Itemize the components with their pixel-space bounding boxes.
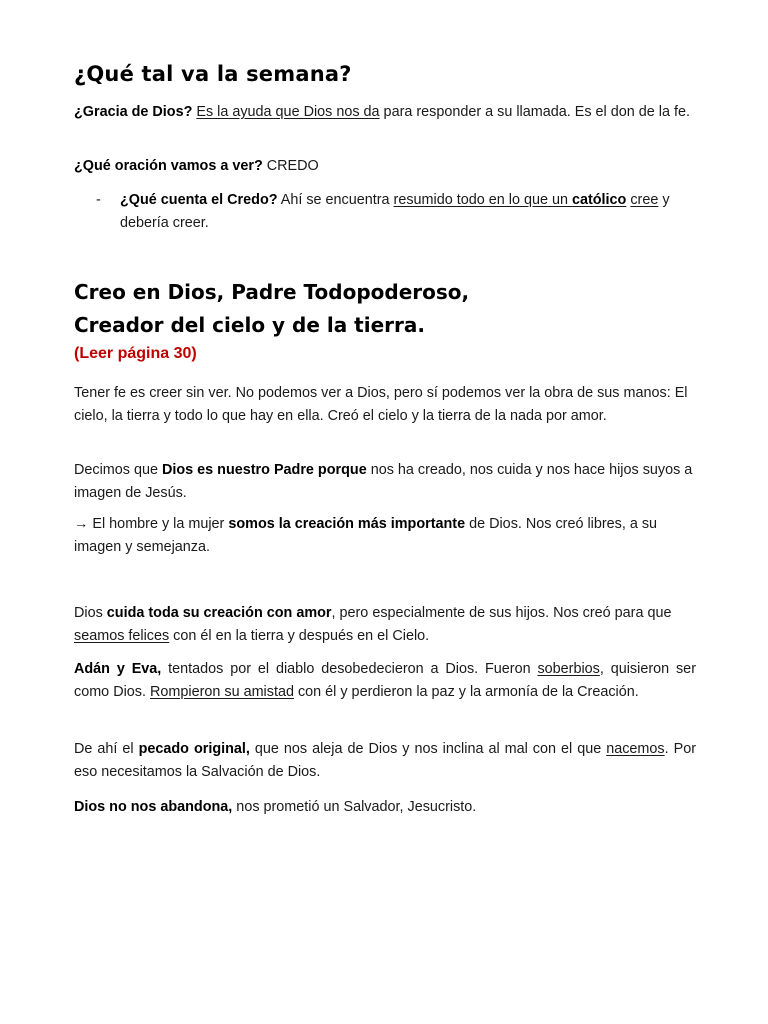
p2-text: Decimos que <box>74 462 162 478</box>
gracia-paragraph <box>74 101 696 124</box>
bullet-underlined <box>394 192 627 208</box>
salvador-paragraph <box>74 796 696 819</box>
gracia-question: ¿Gracia de Dios? <box>74 104 193 120</box>
bullet-underlined-bold: católico <box>571 192 627 208</box>
p4-bold: cuida toda su creación con amor <box>106 605 332 621</box>
p2-bold: Dios es nuestro Padre porque <box>161 462 367 478</box>
padre-paragraph <box>74 459 696 505</box>
p7-bold: Dios no nos abandona, <box>74 799 233 815</box>
p6-text-mid: que nos aleja de Dios y nos inclina al mal con el que <box>249 741 607 757</box>
oracion-paragraph <box>74 155 696 178</box>
p6-text-end: . Por eso necesitamos la Salvación de Dios. <box>74 741 696 780</box>
adan-eva-paragraph <box>74 658 696 704</box>
p6-text: De ahí el <box>74 741 139 757</box>
fe-paragraph: Tener fe es creer sin ver. No podemos ver a Dios, pero sí podemos ver la obra de sus manos: El cielo, la tierra y todo lo que hay en ella. Creó el cielo y la tierra de la nada por amor. <box>74 385 688 424</box>
p4-text-end: con él en la tierra y después en el Cielo. <box>169 628 430 644</box>
credo-bullet-item <box>74 189 696 235</box>
gracia-answer-rest: para responder a su llamada. Es el don de la fe. <box>379 104 690 120</box>
cuida-paragraph <box>74 602 696 648</box>
oracion-question: ¿Qué oración vamos a ver? <box>74 158 263 174</box>
p4-text: Dios <box>74 605 107 621</box>
p5-text-end: con él y perdieron la paz y la armonía de la Creación. <box>293 684 639 700</box>
bullet-text-part: Ahí se encuentra <box>277 192 394 208</box>
creacion-paragraph <box>74 513 696 559</box>
bullet-question: ¿Qué cuenta el Credo? <box>120 192 278 208</box>
oracion-answer: CREDO <box>262 158 319 174</box>
p7-text: nos prometió un Salvador, Jesucristo. <box>232 799 477 815</box>
p6-underlined: nacemos <box>606 741 665 757</box>
p5-text: tentados por el diablo desobedecieron a Dios. Fueron <box>161 661 538 677</box>
section-heading-line-1: Creo en Dios, Padre Todopoderoso, <box>74 280 470 304</box>
reading-note: (Leer página 30) <box>74 345 197 362</box>
bullet-underlined-cree: cree <box>630 192 659 208</box>
page-title: ¿Qué tal va la semana? <box>74 62 352 86</box>
gracia-answer-underlined: Es la ayuda que Dios nos da <box>196 104 380 120</box>
p5-text-mid: , quisieron ser como Dios. <box>74 661 696 700</box>
p6-bold: pecado original, <box>138 741 250 757</box>
p4-underlined: seamos felices <box>74 628 170 644</box>
p2-text-end: nos ha creado, nos cuida y nos hace hijos suyos a imagen de Jesús. <box>74 462 693 501</box>
bullet-text-end: y debería creer. <box>120 192 670 231</box>
section-heading <box>74 276 469 342</box>
p3-text: → El hombre y la mujer <box>74 516 229 532</box>
p5-underlined-soberbios: soberbios <box>537 661 600 677</box>
section-heading-line-2: Creador del cielo y de la tierra. <box>74 313 425 337</box>
p3-text-end: de Dios. Nos creó libres, a su imagen y semejanza. <box>74 516 658 555</box>
p5-bold: Adán y Eva, <box>74 661 162 677</box>
p5-underlined-amistad: Rompieron su amistad <box>149 684 294 700</box>
bullet-dash: - <box>96 192 101 208</box>
bullet-text <box>120 189 696 235</box>
p3-bold: somos la creación más importante <box>228 516 466 532</box>
bullet-underlined-part: resumido todo en lo que un <box>393 192 572 208</box>
p4-text-mid: , pero especialmente de sus hijos. Nos creó para que <box>331 605 672 621</box>
pecado-paragraph <box>74 738 696 784</box>
